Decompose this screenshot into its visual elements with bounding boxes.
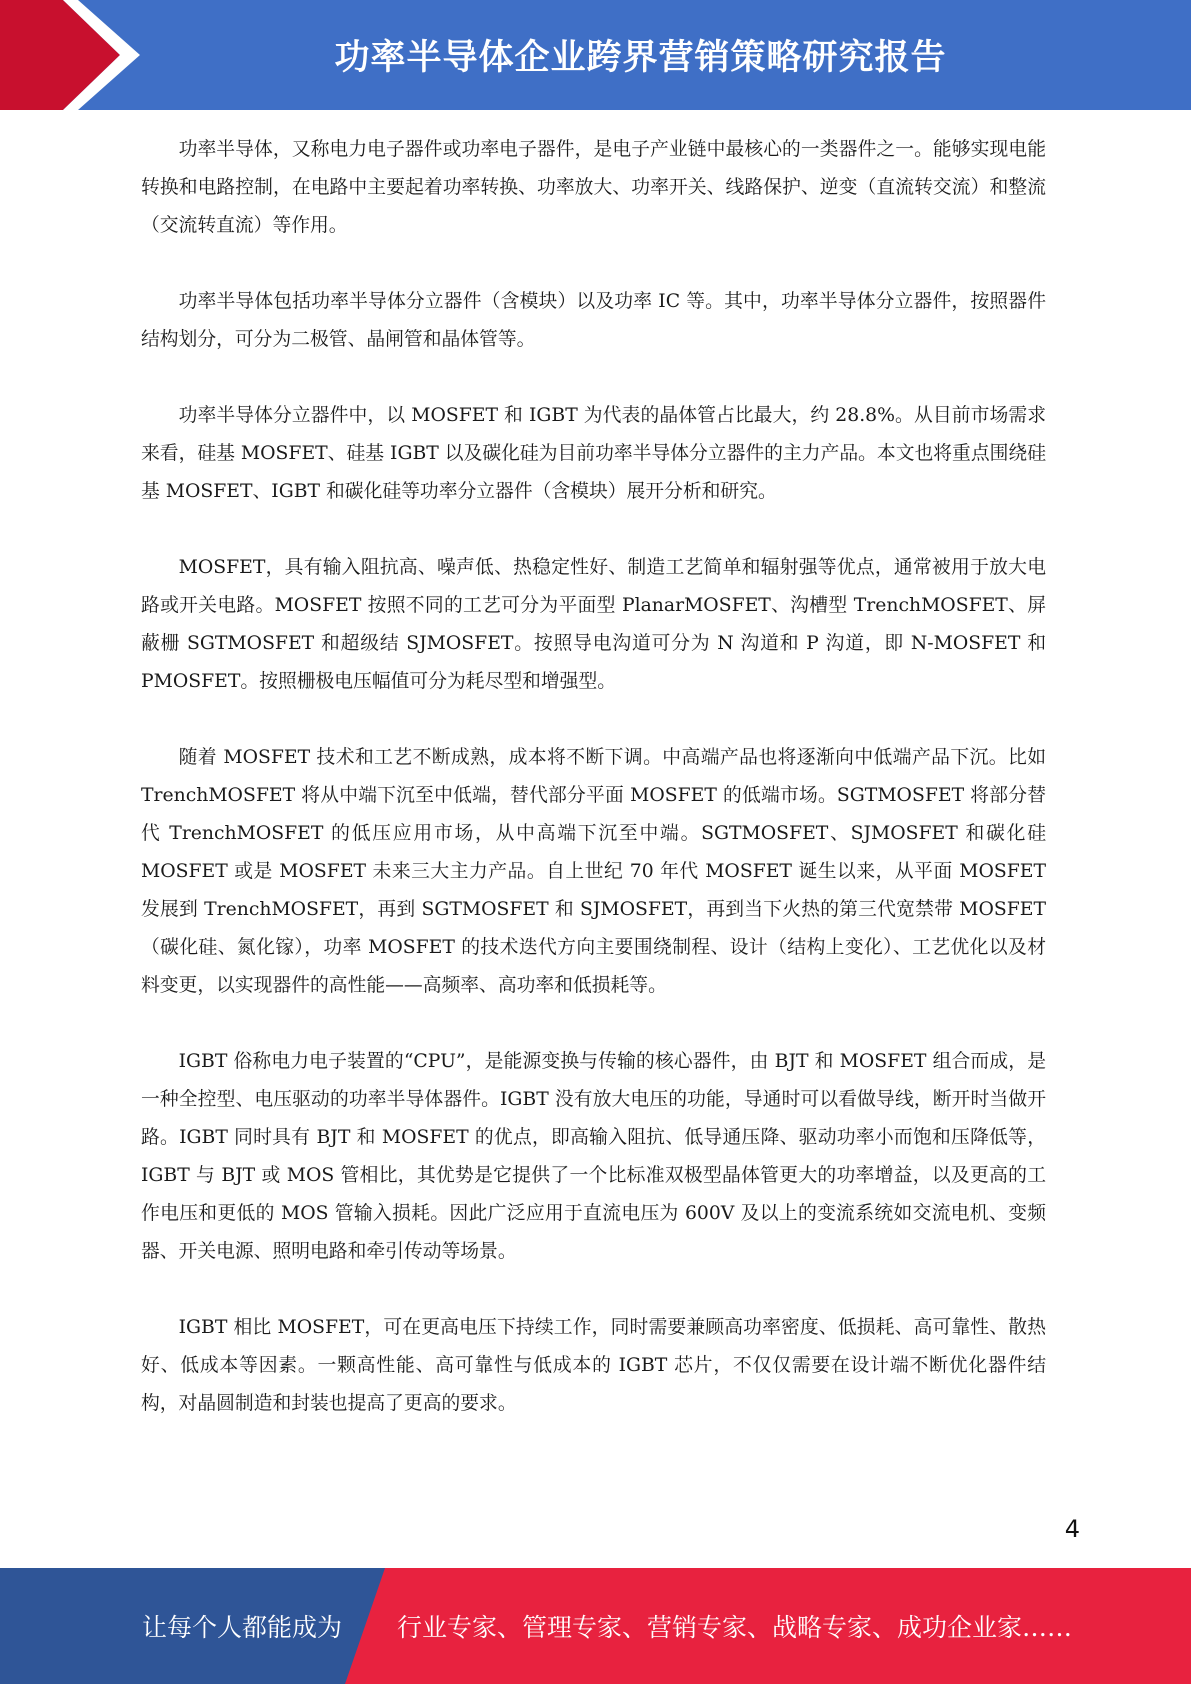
paragraph: MOSFET，具有输入阻抗高、噪声低、热稳定性好、制造工艺简单和辐射强等优点，通常被用于放大电路或开关电路。MOSFET 按照不同的工艺可分为平面型 PlanarMOSFET、沟槽型 TrenchMOSFET、屏蔽栅 SGTMOSFET 和超级结 SJMOSFET。按照导电沟道可分为 N 沟道和 P 沟道，即 N-MOSFET 和 PMOSFET。按照栅极电压幅值可分为耗尽型和增强型。 [141, 557, 1046, 692]
footer-slogan-roles: 行业专家、管理专家、营销专家、战略专家、成功企业家…… [397, 1613, 1073, 1642]
paragraph: IGBT 相比 MOSFET，可在更高电压下持续工作，同时需要兼顾高功率密度、低损耗、高可靠性、散热好、低成本等因素。一颗高性能、高可靠性与低成本的 IGBT 芯片，不仅仅需要在设计端不断优化器件结构，对晶圆制造和封装也提高了更高的要求。 [141, 1317, 1046, 1414]
report-title: 功率半导体企业跨界营销策略研究报告 [334, 38, 947, 78]
paragraph: IGBT 俗称电力电子装置的“CPU”，是能源变换与传输的核心器件，由 BJT 和 MOSFET 组合而成，是一种全控型、电压驱动的功率半导体器件。IGBT 没有放大电压的功能，导通时可以看做导线，断开时当做开路。IGBT 同时具有 BJT 和 MOSFET 的优点，即高输入阻抗、低导通压降、驱动功率小而饱和压降低等，IGBT 与 BJT 或 MOS 管相比，其优势是它提供了一个比标准双极型晶体管更大的功率增益，以及更高的工作电压和更低的 MOS 管输入损耗。因此广泛应用于直流电压为 600V 及以上的变流系统如交流电机、变频器、开关电源、照明电路和牵引传动等场景。 [141, 1051, 1046, 1262]
page-number: 4 [1064, 1515, 1080, 1543]
footer-slogan-lead: 让每个人都能成为 [142, 1613, 343, 1642]
paragraph: 随着 MOSFET 技术和工艺不断成熟，成本将不断下调。中高端产品也将逐渐向中低端产品下沉。比如 TrenchMOSFET 将从中端下沉至中低端，替代部分平面 MOSFET 的低端市场。SGTMOSFET 将部分替代 TrenchMOSFET 的低压应用市场，从中高端下沉至中端。SGTMOSFET、SJMOSFET 和碳化硅 MOSFET 或是 MOSFET 未来三大主力产品。自上世纪 70 年代 MOSFET 诞生以来，从平面 MOSFET 发展到 TrenchMOSFET，再到 SGTMOSFET 和 SJMOSFET，再到当下火热的第三代宽禁带 MOSFET（碳化硅、氮化镓），功率 MOSFET 的技术迭代方向主要围绕制程、设计（结构上变化）、工艺优化以及材料变更，以实现器件的高性能——高频率、高功率和低损耗等。 [141, 747, 1046, 996]
header-arrow-icon [0, 0, 160, 110]
paragraph: 功率半导体分立器件中，以 MOSFET 和 IGBT 为代表的晶体管占比最大，约 28.8%。从目前市场需求来看，硅基 MOSFET、硅基 IGBT 以及碳化硅为目前功率半导体分立器件的主力产品。本文也将重点围绕硅基 MOSFET、IGBT 和碳化硅等功率分立器件（含模块）展开分析和研究。 [141, 405, 1046, 502]
paragraph: 功率半导体包括功率半导体分立器件（含模块）以及功率 IC 等。其中，功率半导体分立器件，按照器件结构划分，可分为二极管、晶闸管和晶体管等。 [141, 291, 1046, 350]
document-body [141, 131, 1046, 1461]
page-footer [0, 1568, 1191, 1684]
paragraph: 功率半导体，又称电力电子器件或功率电子器件，是电子产业链中最核心的一类器件之一。能够实现电能转换和电路控制，在电路中主要起着功率转换、功率放大、功率开关、线路保护、逆变（直流转交流）和整流（交流转直流）等作用。 [141, 139, 1046, 236]
page-header [0, 0, 1191, 110]
